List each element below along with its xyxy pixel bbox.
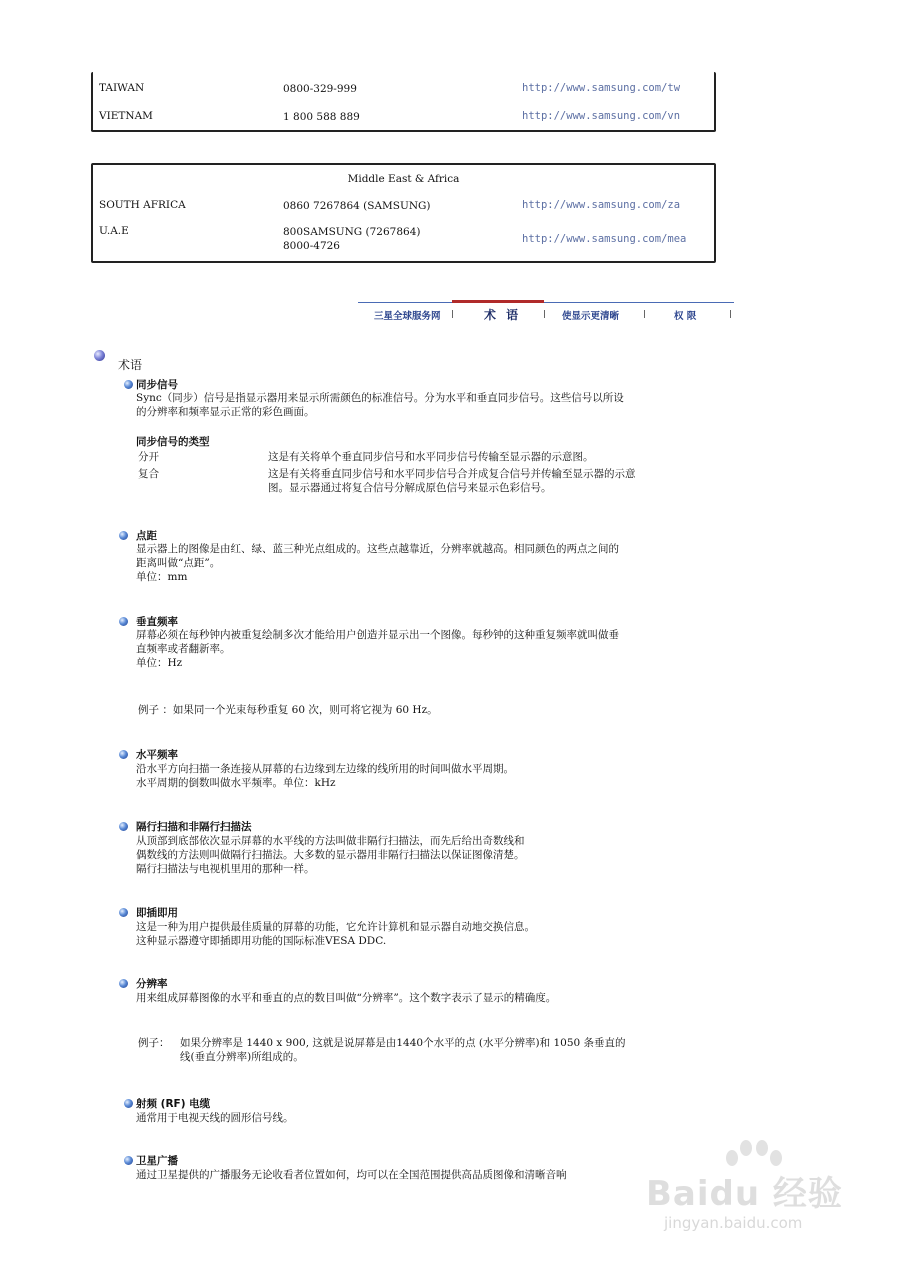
phone-cell <box>283 225 420 253</box>
dot-pitch-description <box>136 542 716 584</box>
country-cell: VIETNAM <box>99 110 153 122</box>
phone-cell: 0800-329-999 <box>283 83 357 95</box>
bullet-icon <box>119 531 128 540</box>
sync-type-name: 复合 <box>138 468 159 480</box>
term-interlace: 隔行扫描和非隔行扫描法 <box>136 821 252 833</box>
country-cell: SOUTH AFRICA <box>99 199 186 211</box>
bullet-icon <box>119 979 128 988</box>
term-resolution: 分辨率 <box>136 978 168 990</box>
active-tab-indicator <box>452 300 544 303</box>
tab-glossary[interactable]: 术 语 <box>484 308 522 322</box>
tab-rule <box>358 302 452 303</box>
text-line: 距离叫做“点距”。 <box>136 557 221 569</box>
rf-cable-description <box>136 1111 716 1125</box>
interlace-description <box>136 834 716 876</box>
text-line: 这是有关将垂直同步信号和水平同步信号合并成复合信号并传输至显示器的示意 <box>268 468 636 480</box>
region-heading: Middle East & Africa <box>347 173 460 185</box>
resolution-example <box>138 1036 718 1066</box>
resolution-description <box>136 991 716 1005</box>
example-label: 例子： <box>138 1037 170 1049</box>
sync-types-title: 同步信号的类型 <box>136 436 210 448</box>
text-line: 水平周期的倒数叫做水平频率。单位：kHz <box>136 777 336 789</box>
watermark-sub: jingyan.baidu.com <box>664 1214 803 1232</box>
tab-separator <box>644 310 645 318</box>
term-plug-and-play: 即插即用 <box>136 907 178 919</box>
text-line: 显示器上的图像是由红、绿、蓝三种光点组成的。这些点越靠近，分辨率就越高。相同颜色的两点之间的 <box>136 543 619 555</box>
table-row <box>93 199 714 219</box>
term-rf-cable: 射频 (RF) 电缆 <box>136 1098 211 1110</box>
tab-authority[interactable]: 权 限 <box>674 311 697 322</box>
text-line: 的分辨率和频率显示正常的彩色画面。 <box>136 406 315 418</box>
watermark-main: Baidu 经验 <box>646 1174 843 1214</box>
vertical-frequency-description <box>136 628 716 670</box>
sync-description <box>136 391 716 419</box>
text-line: 从顶部到底部依次显示屏幕的水平线的方法叫做非隔行扫描法，而先后给出奇数线和 <box>136 835 525 847</box>
section-bullet-icon <box>94 350 105 361</box>
tab-separator <box>452 310 453 318</box>
sync-type-desc <box>268 450 716 464</box>
url-link[interactable]: http://www.samsung.com/vn <box>522 110 681 122</box>
text-line: 沿水平方向扫描一条连接从屏幕的右边缘到左边缘的线所用的时间叫做水平周期。 <box>136 763 514 775</box>
term-satellite-broadcast: 卫星广播 <box>136 1155 178 1167</box>
text-line: 如果分辨率是 1440 x 900, 这就是说屏幕是由1440个水平的点 (水平分辨率)和 1050 条垂直的 <box>180 1037 626 1049</box>
tab-rule <box>544 302 734 303</box>
country-cell: TAIWAN <box>99 82 145 94</box>
table-row <box>93 225 714 257</box>
table-row <box>93 110 714 130</box>
url-link[interactable]: http://www.samsung.com/mea <box>522 233 687 245</box>
text-line: 这是一种为用户提供最佳质量的屏幕的功能，它允许计算机和显示器自动地交换信息。 <box>136 921 535 933</box>
mea-contact-table <box>91 163 716 263</box>
text-line: 通常用于电视天线的圆形信号线。 <box>136 1112 294 1124</box>
text-line: 偶数线的方法则叫做隔行扫描法。大多数的显示器用非隔行扫描法以保证图像清楚。 <box>136 849 525 861</box>
text-line: 线(垂直分辨率)所组成的。 <box>180 1051 304 1063</box>
text-line: 这种显示器遵守即插即用功能的国际标准VESA DDC. <box>136 935 387 947</box>
text-line: 屏幕必须在每秒钟内被重复绘制多次才能给用户创造并显示出一个图像。每秒钟的这种重复频率就叫做垂 <box>136 629 619 641</box>
satellite-broadcast-description <box>136 1168 716 1182</box>
url-link[interactable]: http://www.samsung.com/za <box>522 199 681 211</box>
bullet-icon <box>124 380 133 389</box>
asia-contact-table <box>91 72 716 132</box>
text-line: 通过卫星提供的广播服务无论收看者位置如何，均可以在全国范围提供高品质图像和清晰音响 <box>136 1169 567 1181</box>
text-line: 直频率或者翻新率。 <box>136 643 231 655</box>
bullet-icon <box>119 617 128 626</box>
tab-samsung-global-service[interactable]: 三星全球服务网 <box>374 311 441 322</box>
phone-cell: 1 800 588 889 <box>283 111 360 123</box>
example-body <box>180 1036 740 1064</box>
term-vertical-frequency: 垂直频率 <box>136 616 178 628</box>
text-line: Sync（同步）信号是指显示器用来显示所需颜色的标准信号。分为水平和垂直同步信号。这些信号以所设 <box>136 392 624 404</box>
text-line: 图。显示器通过将复合信号分解成原色信号来显示色彩信号。 <box>268 482 552 494</box>
bullet-icon <box>124 1099 133 1108</box>
text-line: 用来组成屏幕图像的水平和垂直的点的数目叫做“分辨率”。这个数字表示了显示的精确度。 <box>136 992 557 1004</box>
bullet-icon <box>124 1156 133 1165</box>
sync-type-desc <box>268 467 716 495</box>
url-link[interactable]: http://www.samsung.com/tw <box>522 82 681 94</box>
phone-line: 800SAMSUNG (7267864) <box>283 226 421 238</box>
bullet-icon <box>119 750 128 759</box>
phone-line-2: 8000-4726 <box>283 240 340 252</box>
table-row <box>93 82 714 102</box>
horizontal-frequency-description <box>136 762 716 790</box>
phone-cell: 0860 7267864 (SAMSUNG) <box>283 200 431 212</box>
bullet-icon <box>119 908 128 917</box>
vertical-frequency-example: 例子 ：如果同一个光束每秒重复 60 次，则可将它视为 60 Hz。 <box>138 704 438 716</box>
bullet-icon <box>119 822 128 831</box>
text-line: 这是有关将单个垂直同步信号和水平同步信号传输至显示器的示意图。 <box>268 451 594 463</box>
sync-type-name: 分开 <box>138 451 159 463</box>
tab-clearer-display[interactable]: 使显示更清晰 <box>562 311 620 322</box>
baidu-watermark <box>640 1140 870 1240</box>
text-line: 单位：mm <box>136 571 188 583</box>
term-horizontal-frequency: 水平频率 <box>136 749 178 761</box>
term-sync: 同步信号 <box>136 379 178 391</box>
country-cell: U.A.E <box>99 225 129 237</box>
text-line: 单位：Hz <box>136 657 183 669</box>
plug-and-play-description <box>136 920 716 948</box>
section-tabs <box>358 300 734 328</box>
text-line: 隔行扫描法与电视机里用的那种一样。 <box>136 863 315 875</box>
term-dot-pitch: 点距 <box>136 530 157 542</box>
tab-separator <box>730 310 731 318</box>
glossary-title: 术语 <box>118 358 143 372</box>
tab-separator <box>544 310 545 318</box>
